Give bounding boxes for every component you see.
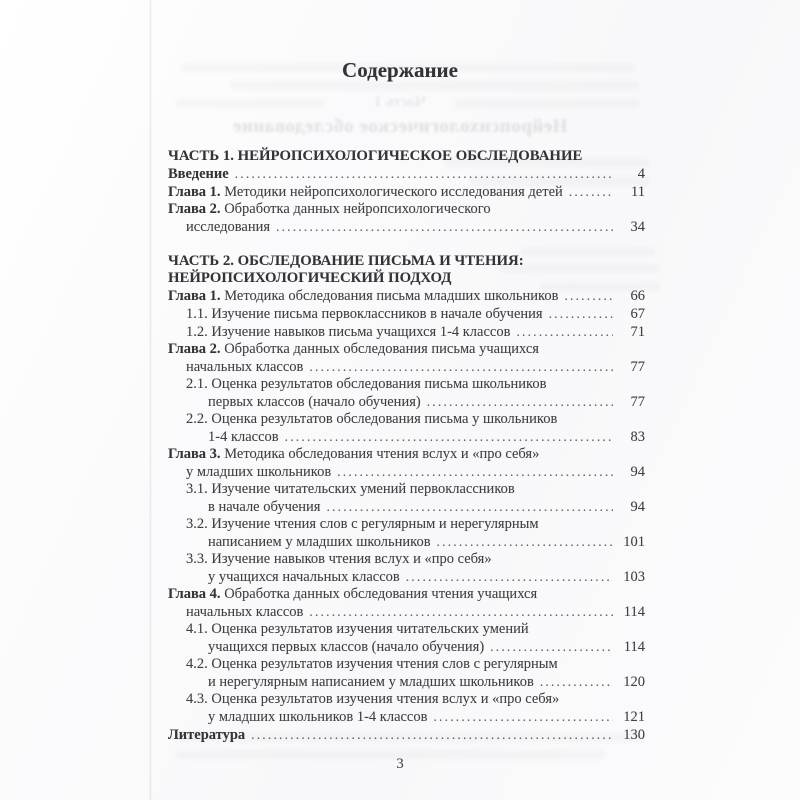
dot-leader bbox=[433, 708, 613, 726]
toc-page-number: 101 bbox=[623, 534, 645, 550]
toc-entry-text: 3.3. Изучение навыков чтения вслух и «про себя» bbox=[186, 551, 492, 567]
toc-entry-text: начальных классов bbox=[186, 359, 304, 375]
toc-line bbox=[168, 638, 645, 656]
toc-line bbox=[168, 498, 645, 516]
page-title: Содержание bbox=[342, 58, 458, 82]
toc-entry-label: Введение bbox=[168, 166, 229, 182]
toc-entry-text: Методика обследования письма младших школьников bbox=[220, 288, 559, 304]
toc-entry-text: 1-4 классов bbox=[208, 429, 279, 445]
toc-entry-text: Методики нейропсихологического исследования детей bbox=[220, 184, 563, 200]
toc-entry-text: 3.1. Изучение читательских умений первоклассников bbox=[186, 481, 515, 497]
toc-entry-text: Обработка данных обследования чтения учащихся bbox=[220, 586, 538, 602]
toc-line bbox=[168, 673, 645, 691]
toc-page-number: 66 bbox=[630, 288, 645, 304]
toc-section bbox=[168, 726, 645, 744]
toc-entry-text: Обработка данных обследования письма учащихся bbox=[220, 341, 539, 357]
dot-leader bbox=[549, 305, 613, 323]
toc-line bbox=[168, 376, 645, 393]
toc-entry-label: Глава 2. bbox=[168, 201, 221, 217]
toc-entry-text: 2.1. Оценка результатов обследования письма школьников bbox=[186, 376, 547, 392]
toc-line bbox=[168, 183, 645, 201]
dot-leader bbox=[251, 726, 613, 744]
toc-entry-text: исследования bbox=[186, 219, 271, 235]
toc-entry-label: Глава 3. bbox=[168, 446, 221, 462]
toc-page-number: 114 bbox=[623, 604, 645, 620]
toc-entry-label: Глава 2. bbox=[168, 341, 221, 357]
toc-page-number: 114 bbox=[623, 639, 645, 655]
toc-line bbox=[168, 656, 645, 673]
toc-entry-text: в начале обучения bbox=[208, 499, 321, 515]
toc-entry-text: у учащихся начальных классов bbox=[208, 569, 400, 585]
toc-page-number: 83 bbox=[630, 429, 645, 445]
toc-entry-text: 3.2. Изучение чтения слов с регулярным и нерегулярным bbox=[186, 516, 539, 532]
toc-entry-text: написанием у младших школьников bbox=[208, 534, 431, 550]
toc-page-number: 71 bbox=[630, 324, 645, 340]
table-of-contents bbox=[168, 148, 645, 744]
toc-section bbox=[168, 253, 645, 726]
toc-page-number: 77 bbox=[630, 394, 645, 410]
toc-entry-text: у младших школьников bbox=[186, 464, 332, 480]
toc-line bbox=[168, 481, 645, 498]
toc-entry-text: 4.2. Оценка результатов изучения чтения слов с регулярным bbox=[186, 656, 558, 672]
toc-line bbox=[168, 305, 645, 323]
toc-line bbox=[168, 218, 645, 236]
toc-line bbox=[168, 201, 645, 218]
page-left-edge bbox=[150, 0, 151, 800]
dot-leader bbox=[427, 393, 613, 411]
dot-leader bbox=[569, 183, 613, 201]
toc-entry-label: Литература bbox=[168, 727, 246, 743]
toc-entry-text: Методика обследования чтения вслух и «про себя» bbox=[220, 446, 540, 462]
dot-leader bbox=[490, 638, 613, 656]
toc-line bbox=[168, 411, 645, 428]
toc-entry-text: 1.2. Изучение навыков письма учащихся 1-4 классов bbox=[186, 324, 511, 340]
toc-line bbox=[168, 323, 645, 341]
toc-page-number: 34 bbox=[630, 219, 645, 235]
toc-entry-text: 2.2. Оценка результатов обследования письма у школьников bbox=[186, 411, 558, 427]
toc-entry-text: и нерегулярным написанием у младших школьников bbox=[208, 674, 534, 690]
dot-leader bbox=[337, 463, 613, 481]
dot-leader bbox=[235, 165, 613, 183]
toc-entry-text: учащихся первых классов (начало обучения) bbox=[208, 639, 485, 655]
toc-entry-text: 1.1. Изучение письма первоклассников в начале обучения bbox=[186, 306, 543, 322]
toc-entry-text: 4.3. Оценка результатов изучения чтения вслух и «про себя» bbox=[186, 691, 560, 707]
dot-leader bbox=[309, 358, 613, 376]
toc-line bbox=[168, 691, 645, 708]
toc-line bbox=[168, 428, 645, 446]
dot-leader bbox=[326, 498, 613, 516]
toc-line bbox=[168, 568, 645, 586]
toc-line bbox=[168, 341, 645, 358]
toc-section bbox=[168, 148, 645, 236]
dot-leader bbox=[276, 218, 613, 236]
bleedthrough-strip bbox=[175, 99, 325, 108]
toc-entry-text: 4.1. Оценка результатов изучения читательских умений bbox=[186, 621, 529, 637]
toc-line bbox=[168, 551, 645, 568]
bleedthrough-strip bbox=[455, 99, 640, 108]
toc-line bbox=[168, 726, 645, 744]
toc-page-number: 94 bbox=[630, 499, 645, 515]
toc-line bbox=[168, 708, 645, 726]
toc-entry-text: у младших школьников 1-4 классов bbox=[208, 709, 428, 725]
toc-line bbox=[168, 165, 645, 183]
toc-entry-label: Глава 1. bbox=[168, 184, 221, 200]
toc-line bbox=[168, 393, 645, 411]
page-number: 3 bbox=[396, 756, 404, 772]
bleedthrough-part-title: Нейропсихологическое обследование bbox=[232, 116, 568, 137]
toc-page-number: 67 bbox=[630, 306, 645, 322]
toc-page-number: 130 bbox=[623, 727, 645, 743]
toc-line bbox=[168, 358, 645, 376]
part-heading: НЕЙРОПСИХОЛОГИЧЕСКИЙ ПОДХОД bbox=[168, 270, 452, 286]
dot-leader bbox=[516, 323, 613, 341]
toc-line bbox=[168, 533, 645, 551]
part-heading: ЧАСТЬ 2. ОБСЛЕДОВАНИЕ ПИСЬМА И ЧТЕНИЯ: bbox=[168, 253, 524, 269]
toc-page-number: 120 bbox=[623, 674, 645, 690]
bleedthrough-part-label: Часть 1 bbox=[374, 94, 426, 110]
dot-leader bbox=[564, 287, 613, 305]
toc-line bbox=[168, 446, 645, 463]
toc-line bbox=[168, 287, 645, 305]
toc-line bbox=[168, 463, 645, 481]
dot-leader bbox=[540, 673, 613, 691]
toc-entry-text: Обработка данных нейропсихологического bbox=[220, 201, 491, 217]
dot-leader bbox=[437, 533, 613, 551]
toc-page-number: 77 bbox=[630, 359, 645, 375]
part-heading: ЧАСТЬ 1. НЕЙРОПСИХОЛОГИЧЕСКОЕ ОБСЛЕДОВАНИЕ bbox=[168, 148, 583, 164]
toc-entry-text: начальных классов bbox=[186, 604, 304, 620]
toc-page-number: 11 bbox=[631, 184, 645, 200]
toc-page-number: 94 bbox=[630, 464, 645, 480]
toc-line bbox=[168, 621, 645, 638]
toc-page-number: 121 bbox=[623, 709, 645, 725]
toc-entry-label: Глава 4. bbox=[168, 586, 221, 602]
toc-line bbox=[168, 516, 645, 533]
dot-leader bbox=[406, 568, 613, 586]
toc-entry-label: Глава 1. bbox=[168, 288, 221, 304]
toc-entry-text: первых классов (начало обучения) bbox=[208, 394, 421, 410]
toc-line bbox=[168, 586, 645, 603]
dot-leader bbox=[309, 603, 613, 621]
toc-page-number: 103 bbox=[623, 569, 645, 585]
toc-page-number: 4 bbox=[637, 166, 645, 182]
dot-leader bbox=[285, 428, 613, 446]
toc-line bbox=[168, 603, 645, 621]
